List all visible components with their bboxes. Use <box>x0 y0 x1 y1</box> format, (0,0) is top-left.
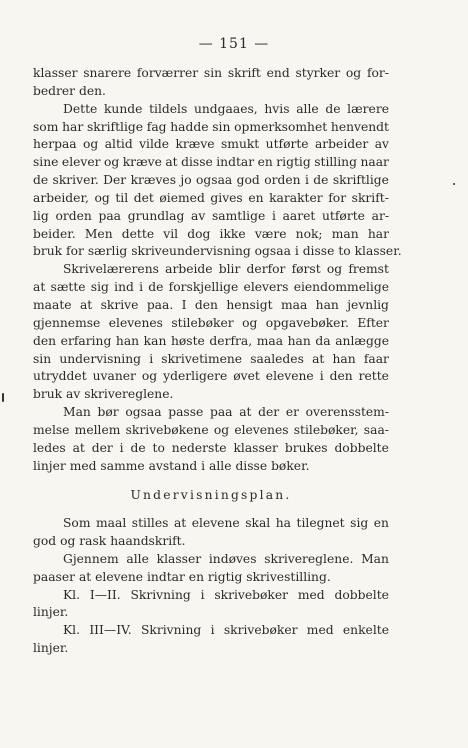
text-line: lig orden paa grundlag av samtlige i aaret utførte ar- <box>33 208 389 223</box>
text-line: bedrer den. <box>33 83 106 98</box>
body-text <box>33 65 402 658</box>
text-line: bruk for særlig skriveundervisning ogsaa i disse to klasser. <box>33 244 402 259</box>
paragraph <box>33 261 389 404</box>
text-line: at sætte sig ind i de forskjellige elevers eiendommelige <box>33 280 389 295</box>
text-line: gjennemse elevenes stilebøker og opgavebøker. Efter <box>33 315 389 330</box>
text-line: utryddet uvaner og yderligere øvet elevene i den rette <box>33 369 389 384</box>
text-line: maate at skrive paa. I den hensigt maa han jevnlig <box>33 297 389 312</box>
text-line: herpaa og altid vilde kræve smukt utførte arbeider av <box>33 137 389 152</box>
text-line: klasser snarere forværrer sin skrift end styrker og for- <box>33 66 389 80</box>
section-heading: Undervisningsplan. <box>130 488 292 503</box>
text-line: linjer. <box>33 605 69 620</box>
text-line: beider. Men dette vil dog ikke være nok; man har <box>33 226 389 241</box>
text-line: Man bør ogsaa passe paa at der er overensstem- <box>63 405 389 420</box>
page-number: — 151 — <box>198 36 270 52</box>
text-line: linjer med samme avstand i alle disse bøker. <box>33 458 310 473</box>
text-line: god og rask haandskrift. <box>33 534 186 549</box>
text-line: arbeider, og til det øiemed gives en karakter for skrift- <box>33 190 389 205</box>
text-line: ledes at der i de to nederste klasser brukes dobbelte <box>33 440 389 455</box>
text-line: sine elever og kræve at disse indtar en rigtig stilling naar <box>33 155 389 170</box>
text-line: den erfaring han kan høste derfra, maa han da anlægge <box>33 333 389 348</box>
text-line: bruk av skrivereglene. <box>33 387 174 402</box>
text-line: paaser at elevene indtar en rigtig skrivestilling. <box>33 569 331 584</box>
paragraph <box>33 404 389 475</box>
paragraph <box>33 515 389 551</box>
text-line: sin undervisning i skrivetimene saaledes at han faar <box>33 351 389 366</box>
text-line: Kl. I—II. Skrivning i skrivebøker med dobbelte <box>63 587 389 602</box>
paragraph <box>33 587 389 623</box>
scan-speck <box>453 183 455 185</box>
text-line: de skriver. Der kræves jo ogsaa god orden i de skriftlige <box>33 173 389 188</box>
paragraph <box>33 101 402 262</box>
paragraph <box>33 65 389 101</box>
text-line: Som maal stilles at elevene skal ha tilegnet sig en <box>63 516 389 531</box>
paragraph <box>33 622 389 658</box>
scan-speck <box>2 393 4 402</box>
text-line: Dette kunde tildels undgaaes, hvis alle de lærere <box>63 101 389 116</box>
text-line: melse mellem skrivebøkene og elevenes stilebøker, saa- <box>33 422 389 437</box>
text-line: som har skriftlige fag hadde sin opmerksomhet henvendt <box>33 119 389 134</box>
text-line: Kl. III—IV. Skrivning i skrivebøker med enkelte <box>63 623 389 638</box>
paragraph <box>33 551 389 587</box>
text-line: Gjennem alle klasser indøves skrivereglene. Man <box>63 551 389 566</box>
text-line: Skrivelærerens arbeide blir derfor først og fremst <box>63 262 389 277</box>
text-line: linjer. <box>33 641 69 656</box>
